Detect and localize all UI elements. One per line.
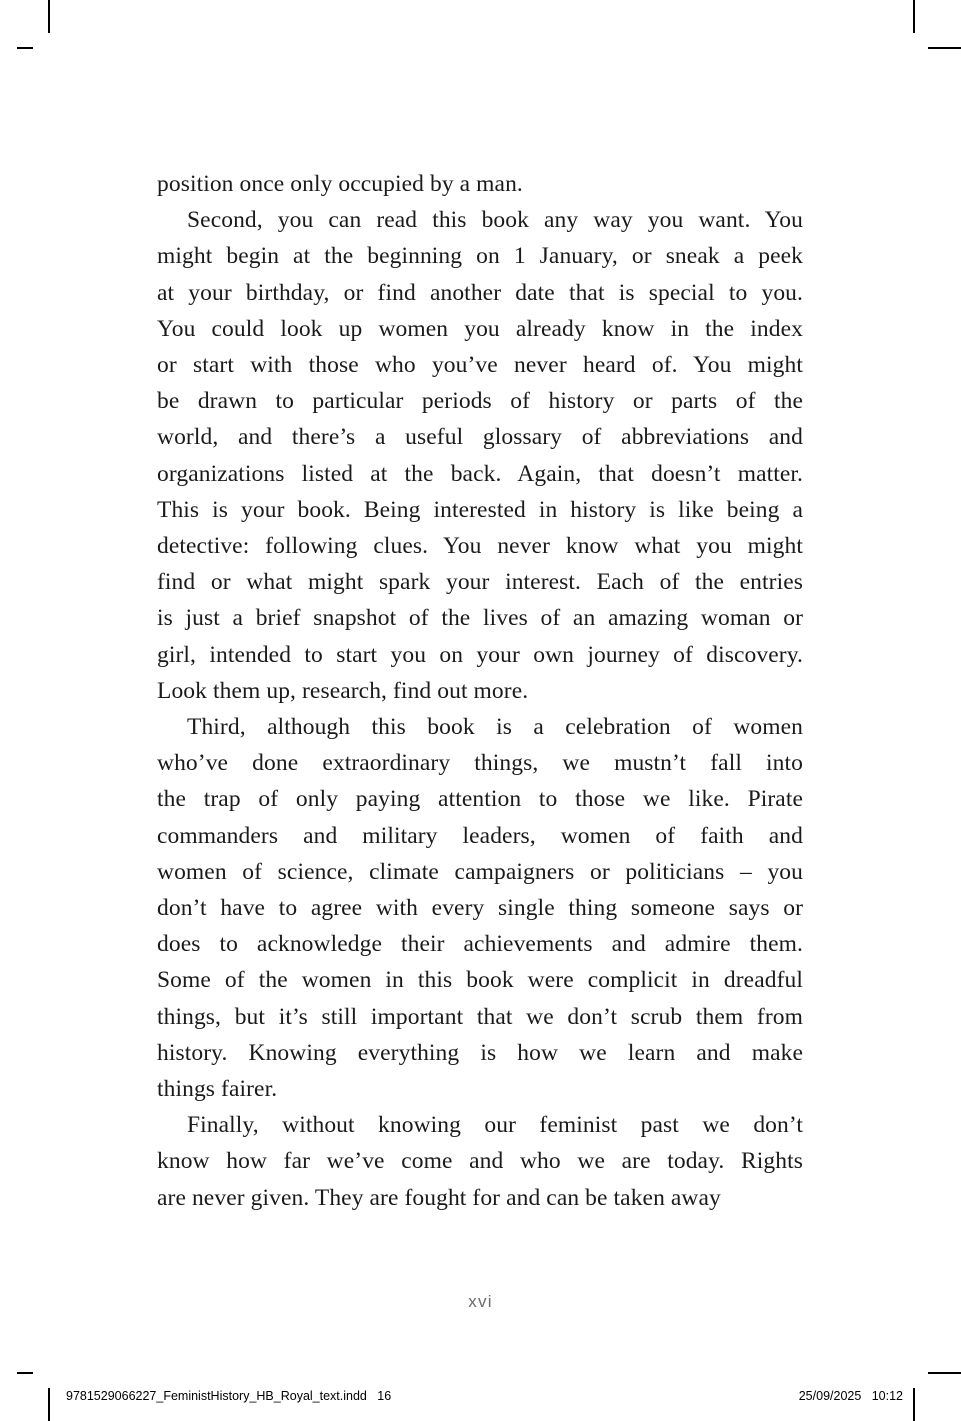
crop-mark-top-right-horizontal — [928, 47, 961, 49]
text-line — [157, 709, 803, 745]
text-line-content: girl, intended to start you on your own journey of discovery. — [157, 641, 803, 668]
text-line — [157, 383, 803, 419]
text-line — [157, 275, 803, 311]
text-line-content: Third, although this book is a celebration of women — [187, 714, 803, 741]
text-line — [157, 600, 803, 636]
text-line-content: does to acknowledge their achievements and admire them. — [157, 931, 803, 958]
text-line — [157, 419, 803, 455]
text-line-content: is just a brief snapshot of the lives of an amazing woman or — [157, 605, 803, 632]
text-line — [157, 926, 803, 962]
text-line-content: don’t have to agree with every single thing someone says or — [157, 895, 803, 922]
text-line-content: know how far we’ve come and who we are today. Rights — [157, 1148, 803, 1175]
text-line-content: the trap of only paying attention to those we like. Pirate — [157, 786, 803, 813]
text-line-content: Finally, without knowing our feminist past we don’t — [187, 1112, 803, 1139]
text-line-content: Some of the women in this book were complicit in dreadful — [157, 967, 803, 994]
crop-mark-bottom-right-horizontal — [928, 1372, 961, 1374]
crop-mark-bottom-left-horizontal — [17, 1372, 33, 1374]
text-line-content: might begin at the beginning on 1 January, or sneak a peek — [157, 243, 803, 270]
text-line-content: commanders and military leaders, women of faith and — [157, 822, 803, 849]
text-line — [157, 1143, 803, 1179]
text-line — [157, 854, 803, 890]
text-line — [157, 1180, 803, 1216]
paragraph — [157, 1107, 803, 1216]
text-line — [157, 166, 803, 202]
text-line-content: who’ve done extraordinary things, we mustn’t fall into — [157, 750, 803, 777]
text-line-content: women of science, climate campaigners or politicians – you — [157, 858, 803, 885]
text-line — [157, 673, 803, 709]
printer-slug — [0, 1389, 961, 1409]
crop-mark-top-right-vertical — [913, 0, 915, 33]
text-line — [157, 890, 803, 926]
text-line — [157, 818, 803, 854]
text-line — [157, 745, 803, 781]
text-line — [157, 528, 803, 564]
text-line — [157, 1107, 803, 1143]
text-line-content: are never given. They are fought for and can be taken away — [157, 1184, 721, 1211]
text-line-content: things, but it’s still important that we don’t scrub them from — [157, 1003, 803, 1030]
text-line-content: things fairer. — [157, 1076, 278, 1103]
text-line — [157, 999, 803, 1035]
text-line-content: or start with those who you’ve never heard of. You might — [157, 352, 803, 379]
slug-timestamp: 25/09/2025 10:12 — [798, 1389, 903, 1403]
crop-mark-top-left-horizontal — [17, 47, 33, 49]
body-text-block — [157, 166, 803, 1216]
text-line — [157, 347, 803, 383]
text-line-content: detective: following clues. You never know what you might — [157, 533, 803, 560]
text-line-content: Second, you can read this book any way you want. You — [187, 207, 803, 234]
text-line — [157, 492, 803, 528]
text-line-content: organizations listed at the back. Again, that doesn’t matter. — [157, 460, 803, 487]
text-line-content: You could look up women you already know in the index — [157, 315, 803, 342]
text-line-content: world, and there’s a useful glossary of abbreviations and — [157, 424, 803, 451]
paragraph — [157, 709, 803, 1107]
text-line-content: position once only occupied by a man. — [157, 171, 523, 197]
text-line — [157, 202, 803, 238]
text-line — [157, 1035, 803, 1071]
text-line — [157, 781, 803, 817]
text-line — [157, 1071, 803, 1107]
text-line — [157, 637, 803, 673]
text-line-content: at your birthday, or find another date that is special to you. — [157, 279, 803, 306]
paragraph — [157, 166, 803, 202]
text-line — [157, 564, 803, 600]
crop-mark-top-left-vertical — [48, 0, 50, 33]
text-line — [157, 311, 803, 347]
text-line-content: find or what might spark your interest. Each of the entries — [157, 569, 803, 596]
page-folio: xvi — [468, 1292, 493, 1311]
text-line-content: history. Knowing everything is how we learn and make — [157, 1039, 803, 1066]
text-line — [157, 238, 803, 274]
paragraph — [157, 202, 803, 709]
slug-filename: 9781529066227_FeministHistory_HB_Royal_text.indd 16 — [66, 1389, 392, 1403]
text-line-content: This is your book. Being interested in history is like being a — [157, 496, 803, 523]
text-line-content: be drawn to particular periods of history or parts of the — [157, 388, 803, 415]
text-line-content: Look them up, research, find out more. — [157, 677, 529, 704]
text-line — [157, 456, 803, 492]
text-line — [157, 962, 803, 998]
